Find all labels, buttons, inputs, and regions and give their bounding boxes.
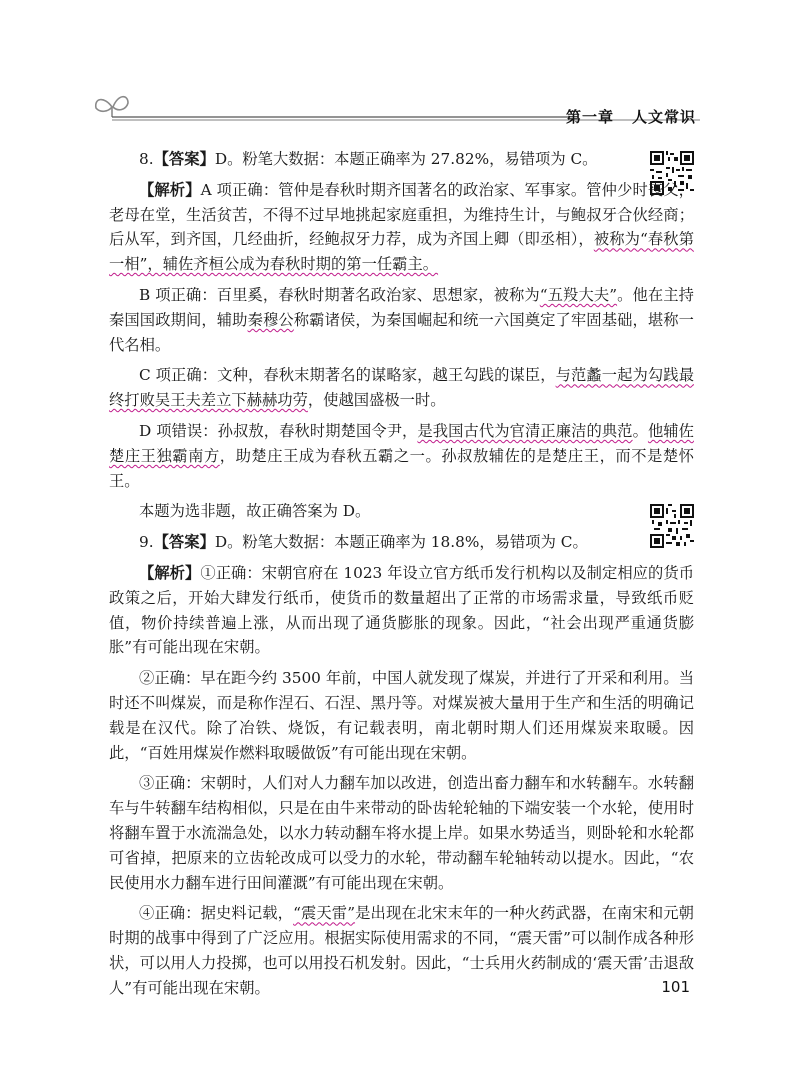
q8-b-text3: 称霸诸侯，为秦国崛起和统一六国奠定了牢固基础，堪称一代名相。 — [109, 310, 694, 354]
q8-answer-line — [109, 147, 694, 172]
q8-d-highlight: 是我国古代为官清正廉洁的典范 — [417, 421, 633, 440]
q8-b-text2: 。他在主持秦国国政期间，辅助 — [109, 285, 694, 329]
q9-number: 9. — [139, 533, 154, 552]
q8-b-highlight2: 秦穆公 — [247, 310, 294, 329]
q8-b-highlight: “五羖大夫” — [539, 285, 618, 304]
q9-p1-text: ①正确：宋朝官府在 1023 年设立官方纸币发行机构以及制定相应的货币政策之后，开始大肆发行纸币，使货币的数量超出了正常的市场需求量，导致纸币贬值，物价持续普遍上涨，从而出现了通货膨胀的现象。因此，“社会出现严重通货膨胀”有可能出现在宋朝。 — [109, 563, 694, 657]
q9-answer: D。粉笔大数据：本题正确率为 18.8%，易错项为 C。 — [214, 533, 588, 552]
q8-a-text: A 项正确：管仲是春秋时期齐国著名的政治家、军事家。管仲少时丧父，老母在堂，生活贫苦，不得不过早地挑起家庭重担，为维持生计，与鲍叔牙合伙经商；后从军，到齐国，几经曲折，经鲍叔牙力荐，成为齐国上卿（即丞相）， — [109, 180, 694, 249]
q8-b-text: B 项正确：百里奚，春秋时期著名政治家、思想家，被称为 — [139, 285, 540, 304]
q8-analysis-a — [109, 178, 694, 277]
q8-analysis-d — [109, 419, 694, 493]
q8-conclusion: 本题为选非题，故正确答案为 D。 — [139, 502, 371, 521]
answer-tag: 【答案】 — [153, 150, 215, 168]
q8-d-text2: 。 — [632, 421, 648, 440]
q9-p4-text: ④正确：据史料记载， — [139, 904, 294, 923]
q9-analysis-3: ③正确：宋朝时，人们对人力翻车加以改进，创造出畜力翻车和水转翻车。水转翻车与牛转翻车结构相似，只是在由牛来带动的卧齿轮轮轴的下端安装一个水轮，使用时将翻车置于水流湍急处，以水力转动翻车将水提上岸。如果水势适当，则卧轮和水轮都可省掉，把原来的立齿轮改成可以受力的水轮，带动翻车轮轴转动以提水。因此，“农民使用水力翻车进行田间灌溉”有可能出现在宋朝。 — [109, 774, 694, 892]
q8-number: 8. — [139, 150, 154, 168]
q9-p4-text3: ，在南宋和元朝时期的战事中得到了广泛应用。根据实际使用需求的不同，“震天雷”可以制作成各种形状，可以用人力投掷，也可以用投石机发射。因此，“士兵用火药制成的‘震天雷’击退敌人”有可能出现在宋朝。 — [109, 904, 694, 997]
q8-a-highlight: 被称为“春秋第一相”，辅佐齐桓公成为春秋时期的第一任霸主。 — [109, 230, 694, 274]
chapter-title — [566, 106, 696, 127]
chapter-name: 人文常识 — [631, 108, 696, 126]
q9-p4-highlight: “震天雷” — [293, 904, 356, 923]
leaf-left-icon — [96, 100, 112, 112]
q8-analysis-c — [109, 363, 694, 413]
page-content — [109, 147, 694, 1007]
page-number: 101 — [661, 978, 690, 996]
answer-tag: 【答案】 — [153, 533, 215, 552]
q8-c-highlight: 与范蠡一起为勾践最终打败吴王夫差立下赫赫功劳 — [109, 366, 694, 410]
q8-d-text3: ，助楚庄王成为春秋五霸之一。孙叔敖辅佐的是楚庄王，而不是楚怀王。 — [109, 446, 694, 490]
q8-d-highlight2: 他辅佐楚庄王独霸南方 — [109, 421, 694, 465]
q9-p4-text2: 是出现在北宋末年的一种火药武器 — [355, 904, 587, 923]
q9-analysis-1 — [109, 561, 694, 660]
q8-answer: D。粉笔大数据：本题正确率为 27.82%，易错项为 C。 — [214, 150, 598, 168]
analysis-tag: 【解析】 — [139, 180, 201, 199]
analysis-tag: 【解析】 — [139, 563, 201, 582]
q8-c-text2: ，使越国盛极一时。 — [307, 391, 446, 410]
chapter-number: 第一章 — [565, 108, 614, 126]
q9-analysis-4 — [109, 901, 694, 1000]
q8-c-text: C 项正确：文种，春秋末期著名的谋略家，越王勾践的谋臣， — [139, 366, 556, 385]
page-header — [0, 0, 800, 140]
leaf-right-icon — [113, 97, 128, 110]
q9-answer-line — [109, 530, 694, 555]
q8-d-text: D 项错误：孙叔敖，春秋时期楚国令尹， — [139, 421, 418, 440]
q9-analysis-2: ②正确：早在距今约 3500 年前，中国人就发现了煤炭，并进行了开采和利用。当时还不叫煤炭，而是称作涅石、石涅、黑丹等。对煤炭被大量用于生产和生活的明确记载是在汉代。除了冶铁、烧饭，有记载表明，南北朝时期人们还用煤炭来取暖。因此，“百姓用煤炭作燃料取暖做饭”有可能出现在宋朝。 — [109, 669, 694, 762]
q8-analysis-b — [109, 283, 694, 357]
